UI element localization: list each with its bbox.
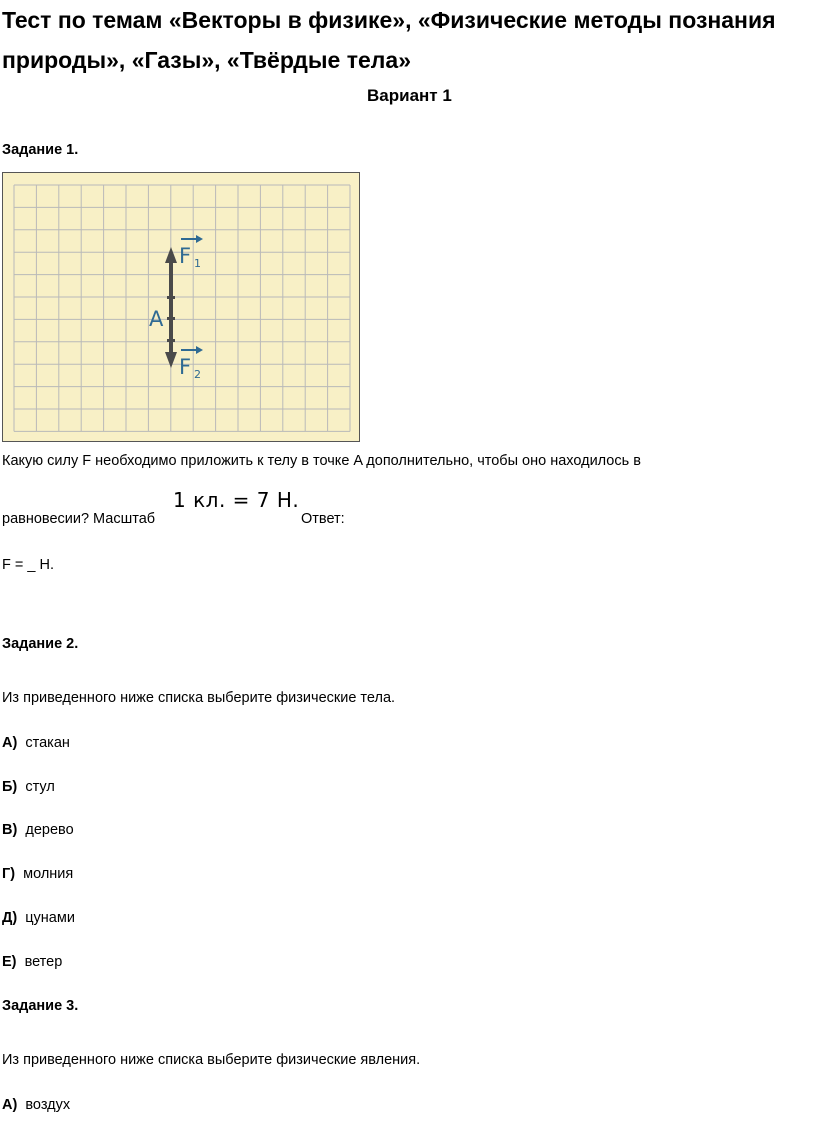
answer-label: Ответ:	[301, 511, 345, 527]
task2-question: Из приведенного ниже списка выберите физические тела.	[2, 690, 396, 706]
task2-option-d	[2, 910, 75, 926]
task2-heading: Задание 2.	[2, 636, 79, 652]
task1-question-line1: Какую силу F необходимо приложить к телу в точке A дополнительно, чтобы оно находилось в	[2, 453, 641, 469]
variant-heading: Вариант 1	[367, 86, 452, 105]
task1-heading: Задание 1.	[2, 142, 79, 158]
option-text: дерево	[25, 822, 74, 838]
task3-option-a	[2, 1097, 70, 1113]
f1-subscript: 1	[194, 257, 201, 270]
f1-label: F	[179, 244, 192, 268]
tick-mark	[167, 339, 175, 342]
tick-mark	[167, 317, 175, 320]
f2-label: F	[179, 355, 192, 379]
task3-heading: Задание 3.	[2, 998, 79, 1014]
option-letter: Б)	[2, 779, 18, 795]
f2-subscript: 2	[194, 368, 201, 381]
document-title: Тест по темам «Векторы в физике», «Физические методы познания природы», «Газы», «Твёрдые тела»	[2, 7, 776, 73]
option-letter: Д)	[2, 910, 18, 926]
option-text: ветер	[24, 954, 63, 970]
option-text: воздух	[25, 1097, 71, 1113]
task2-option-e	[2, 954, 62, 970]
option-letter: В)	[2, 822, 18, 838]
answer-line: F = _ Н.	[2, 557, 54, 573]
f2-vector-bar-head	[196, 346, 203, 354]
task3-question: Из приведенного ниже списка выберите физические явления.	[2, 1052, 421, 1068]
task1-question-line2: равновесии? Масштаб	[2, 511, 156, 527]
option-letter: А)	[2, 1097, 18, 1113]
task2-option-b	[2, 779, 55, 795]
point-a-label: A	[149, 307, 164, 331]
vector-diagram	[3, 173, 361, 443]
f2-arrowhead-down	[165, 352, 177, 368]
option-text: молния	[23, 866, 74, 882]
option-text: цунами	[25, 910, 75, 926]
option-letter: Г)	[2, 866, 16, 882]
tick-mark	[167, 296, 175, 299]
option-text: стул	[25, 779, 55, 795]
option-text: стакан	[25, 735, 70, 751]
scale-formula: 1 кл. = 7 Н.	[173, 488, 300, 512]
option-letter: Е)	[2, 954, 17, 970]
force-vectors-line	[169, 258, 173, 358]
option-letter: А)	[2, 735, 18, 751]
f1-arrowhead-up	[165, 247, 177, 263]
task2-option-a	[2, 735, 70, 751]
f1-vector-bar-head	[196, 235, 203, 243]
task2-option-g	[2, 866, 73, 882]
vector-grid-figure	[2, 172, 360, 442]
task2-option-v	[2, 822, 74, 838]
